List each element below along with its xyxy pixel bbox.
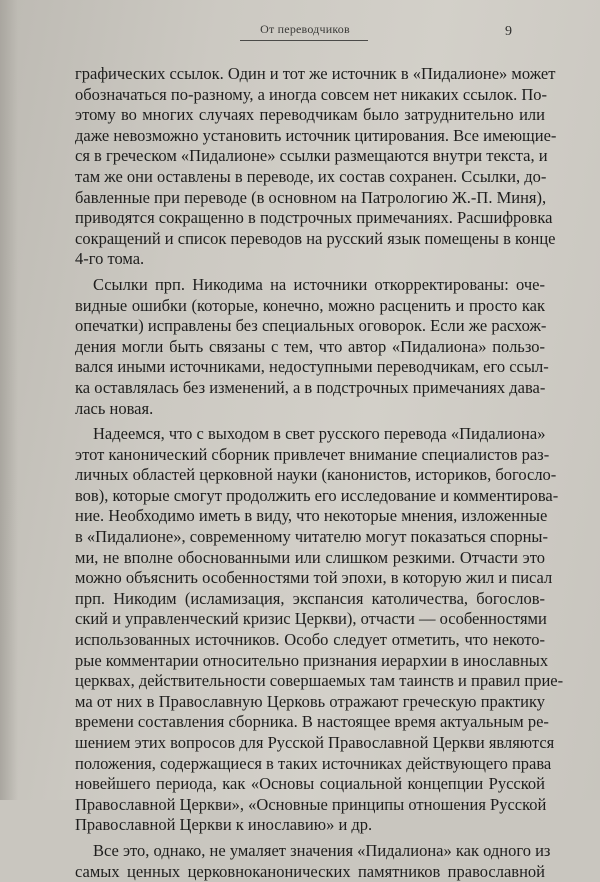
paragraph: [75, 840, 551, 882]
text-line: опечатки) исправлены без специальных оговорок. Если же расхож-: [75, 316, 547, 336]
text-line: рые комментарии относительно признания иерархии в инославных: [75, 650, 549, 670]
text-line: прп. Никодим (исламизация, экспансия католичества, богослов-: [75, 588, 545, 608]
text-line: личных областей церковной науки (канонистов, историков, богосло-: [75, 465, 557, 485]
text-line: вался иными источниками, недоступными переводчикам, его ссыл-: [75, 357, 549, 377]
page-number: 9: [505, 24, 512, 39]
header-rule: [240, 40, 368, 41]
text-line: Ссылки прп. Никодима на источники откорректированы: оче-: [93, 274, 545, 294]
text-line: церквах, действительности совершаемых там таинств и правил прие-: [75, 671, 564, 691]
text-line: ма от них в Православную Церковь отражают греческую практику: [75, 691, 545, 711]
text-line: ся в греческом «Пидалионе» ссылки размещаются внутри текста, и: [75, 146, 548, 166]
paragraph: [75, 274, 549, 419]
text-line: использованных источников. Особо следует отметить, что некото-: [75, 630, 545, 650]
paragraph: [75, 424, 564, 836]
text-line: Надеемся, что с выходом в свет русского перевода «Пидалиона»: [93, 424, 546, 444]
text-line: в «Пидалионе», современному читателю могут показаться спорны-: [75, 527, 548, 547]
text-line: Православной Церкви», «Основные принципы отношения Русской: [75, 794, 547, 814]
text-line: 4-го тома.: [75, 249, 145, 269]
text-line: шением этих вопросов для Русской Православной Церкви являются: [75, 733, 555, 752]
text-line: этот канонический сборник привлечет внимание специалистов раз-: [75, 444, 550, 464]
text-line: времени составления сборника. В настоящее время актуальным ре-: [75, 712, 549, 732]
running-header: От переводчиков: [260, 22, 350, 36]
text-line: графических ссылок. Один и тот же источник в «Пидалионе» может: [75, 64, 556, 83]
text-line: дения могли быть связаны с тем, что автор «Пидалиона» пользо-: [75, 336, 545, 356]
text-line: там же они оставлены в переводе, их состав сохранен. Ссылки, до-: [75, 166, 547, 186]
page-gutter-shadow: [0, 0, 18, 800]
text-line: обозначаться по-разному, а иногда совсем нет никаких ссылок. По-: [75, 84, 548, 104]
text-line: бавленные при переводе (в основном на Патрологию Ж.-П. Миня),: [75, 187, 547, 207]
text-line: ние. Необходимо иметь в виду, что некоторые мнения, изложенные: [75, 506, 548, 526]
text-line: сокращений и список переводов на русский язык помещены в конце: [75, 228, 556, 248]
text-line: даже невозможно установить источник цитирования. Все имеющие-: [75, 125, 557, 145]
text-line: видные ошибки (которые, конечно, можно расценить и просто как: [75, 295, 545, 315]
text-line: самых ценных церковноканонических памятников православной: [75, 861, 545, 881]
text-line: ский и управленческий кризис Церкви), отчасти — особенностями: [75, 609, 547, 629]
text-line: Православной Церкви к инославию» и др.: [75, 815, 373, 835]
text-line: можно объяснить особенностями той эпохи, в которую жил и писал: [75, 568, 553, 588]
text-line: Все это, однако, не умаляет значения «Пидалиона» как одного из: [93, 840, 551, 860]
text-line: вов), которые смогут продолжить его исследование и комментирова-: [75, 485, 559, 505]
text-line: ка оставлялась без изменений, а в подстрочных примечаниях дава-: [75, 377, 546, 397]
text-line: лась новая.: [75, 398, 154, 418]
text-line: новейшего периода, как «Основы социальной концепции Русской: [75, 774, 545, 794]
paragraph: [75, 64, 557, 270]
text-line: этому во многих случаях переводчикам было затруднительно или: [75, 105, 545, 125]
text-line: ми, не вполне обоснованными или слишком резкими. Отчасти это: [75, 547, 545, 567]
body-text: [75, 64, 564, 882]
text-line: положения, содержащиеся в таких источниках действующего права: [75, 753, 552, 773]
text-line: приводятся сокращенно в подстрочных примечаниях. Расшифровка: [75, 208, 553, 228]
